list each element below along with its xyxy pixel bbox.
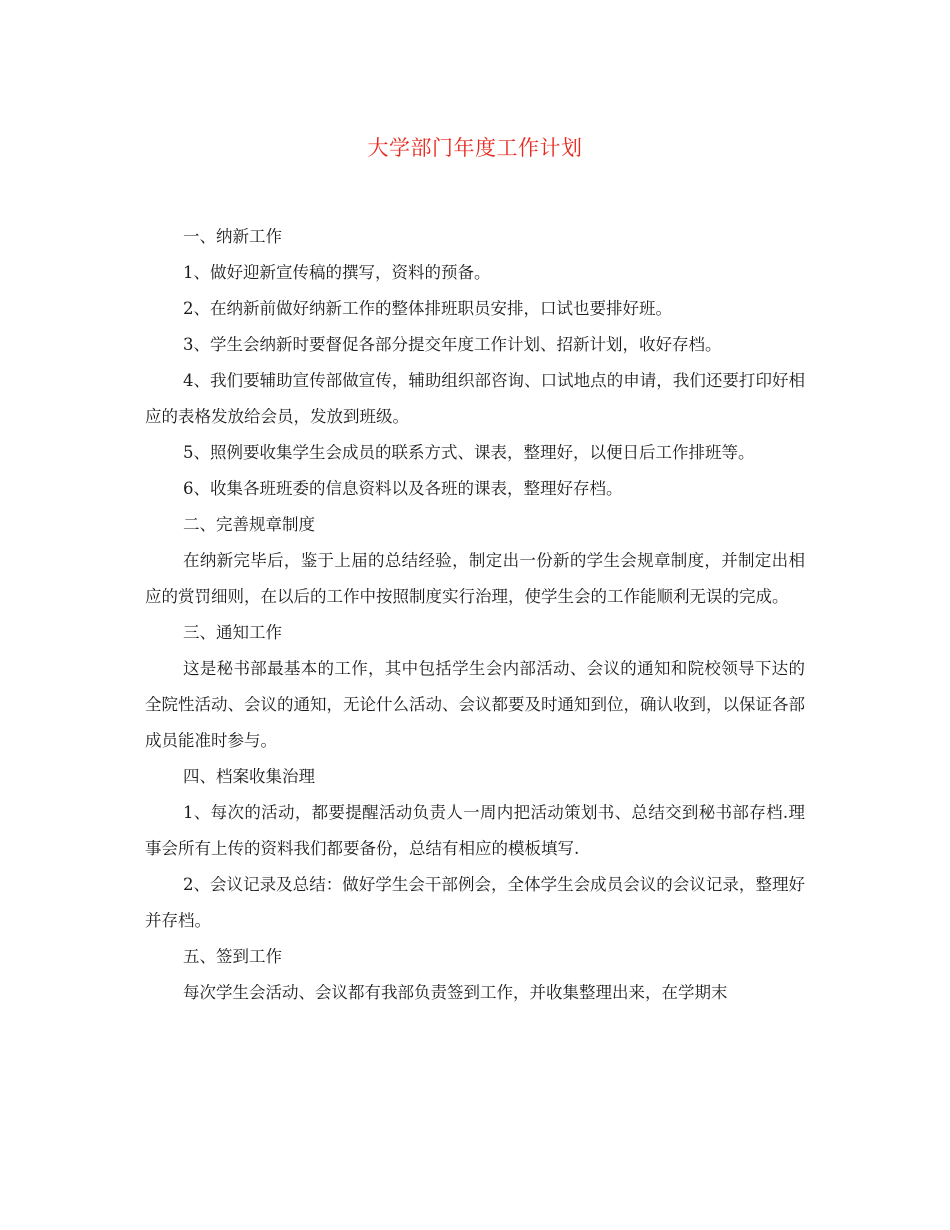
document-title: 大学部门年度工作计划 (367, 136, 583, 160)
document-body (145, 219, 805, 1011)
section-heading-notification: 三、通知工作 (183, 623, 282, 642)
paragraph-item: 3、学生会纳新时要督促各部分提交年度工作计划、招新计划，收好存档。 (183, 335, 722, 354)
paragraph-item: 6、收集各班班委的信息资料以及各班的课表，整理好存档。 (183, 479, 623, 498)
paragraph-item: 1、每次的活动，都要提醒活动负责人一周内把活动策划书、总结交到秘书部存档.理事会所有上传的资料我们都要备份，总结有相应的模板填写. (145, 803, 805, 858)
section-heading-recruitment: 一、纳新工作 (183, 227, 282, 246)
paragraph-item: 每次学生会活动、会议都有我部负责签到工作，并收集整理出来，在学期末 (183, 983, 728, 1002)
paragraph-item: 4、我们要辅助宣传部做宣传，辅助组织部咨询、口试地点的申请，我们还要打印好相应的表格发放给会员，发放到班级。 (145, 371, 805, 426)
paragraph-item: 5、照例要收集学生会成员的联系方式、课表，整理好，以便日后工作排班等。 (183, 443, 755, 462)
section-heading-rules: 二、完善规章制度 (183, 515, 315, 534)
section-heading-archives: 四、档案收集治理 (183, 767, 315, 786)
paragraph-item: 2、在纳新前做好纳新工作的整体排班职员安排，口试也要排好班。 (183, 299, 672, 318)
paragraph-item: 2、会议记录及总结：做好学生会干部例会，全体学生会成员会议的会议记录，整理好并存档。 (145, 875, 805, 930)
paragraph-item: 1、做好迎新宣传稿的撰写，资料的预备。 (183, 263, 491, 282)
section-heading-signin: 五、签到工作 (183, 947, 282, 966)
paragraph-item: 这是秘书部最基本的工作，其中包括学生会内部活动、会议的通知和院校领导下达的全院性活动、会议的通知，无论什么活动、会议都要及时通知到位，确认收到，以保证各部成员能准时参与。 (145, 659, 805, 750)
paragraph-item: 在纳新完毕后，鉴于上届的总结经验，制定出一份新的学生会规章制度，并制定出相应的赏罚细则，在以后的工作中按照制度实行治理，使学生会的工作能顺利无误的完成。 (145, 551, 805, 606)
